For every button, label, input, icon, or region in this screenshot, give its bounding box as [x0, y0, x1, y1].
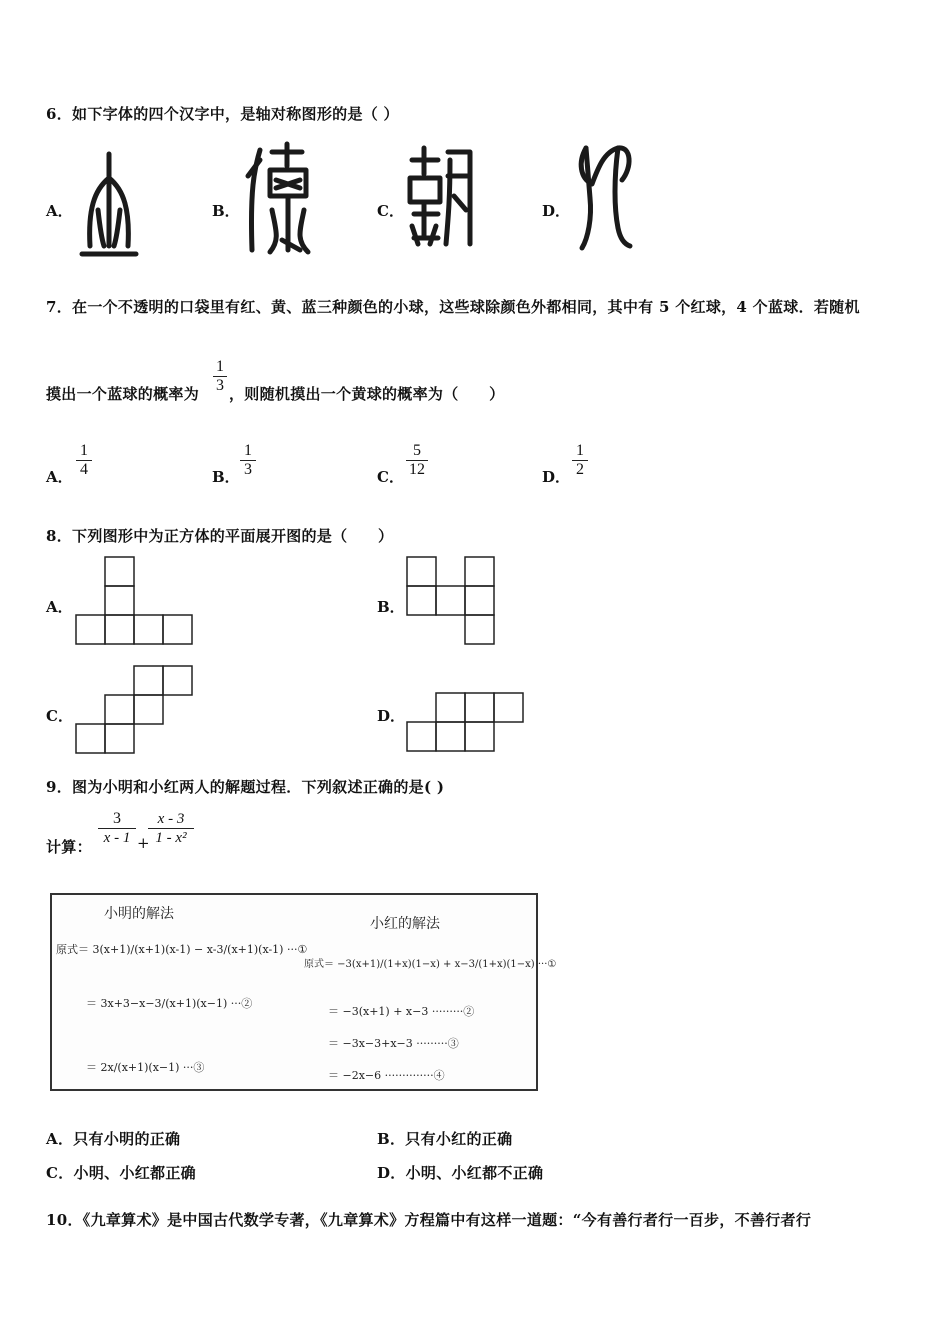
q9-solutions-figure	[50, 893, 557, 1091]
q7-option-a-fraction	[76, 442, 92, 479]
q9-option-a	[46, 1128, 180, 1149]
q9-calc-label: 计算：	[46, 838, 92, 856]
q9-stem: 9．图为小明和小红两人的解题过程．下列叙述正确的是( )	[46, 778, 445, 796]
q7-option-d-num: 1	[576, 442, 584, 459]
seal-glyph-c-icon	[404, 140, 476, 252]
q6-option-a-label: A．	[46, 202, 73, 220]
q7-stem-line2-pre: 摸出一个蓝球的概率为	[46, 385, 200, 403]
q9-option-d-text: 小明、小红都不正确	[405, 1164, 544, 1182]
q7-stem-frac-den: 3	[216, 377, 224, 394]
q7-stem-frac-num: 1	[216, 358, 224, 375]
q9-option-a-text: 只有小明的正确	[73, 1130, 181, 1148]
q6-option-d-label: D．	[542, 202, 571, 220]
q9-f2-den: 1 - x²	[155, 830, 187, 846]
q7-stem-line1: 7．在一个不透明的口袋里有红、黄、蓝三种颜色的小球，这些球除颜色外都相同，其中有 5 个红球，4 个蓝球．若随机	[46, 298, 860, 316]
q9-option-a-label: A．	[46, 1130, 74, 1148]
q7-option-c-fraction	[406, 442, 428, 479]
q9-option-c-text: 小明、小红都正确	[73, 1164, 196, 1182]
xiaohong-step-2: ＝ −3(x+1) + x−3 ·········②	[328, 1005, 475, 1018]
q8-option-b-label: B．	[377, 598, 405, 616]
cube-net-c-diagram	[74, 665, 194, 755]
xiaoming-solution-title: 小明的解法	[104, 906, 174, 922]
q9-option-c-label: C．	[46, 1164, 74, 1182]
seal-glyph-b-icon	[242, 140, 314, 260]
q9-option-b-text: 只有小红的正确	[405, 1130, 513, 1148]
cube-net-d-diagram	[405, 692, 527, 754]
xiaohong-step-3: ＝ −3x−3+x−3 ·········③	[328, 1037, 459, 1050]
q7-option-d-label: D．	[542, 468, 571, 486]
q7-stem-line2-post: ，则随机摸出一个黄球的概率为（ ）	[229, 385, 505, 403]
cube-net-a-diagram	[74, 556, 194, 646]
xiaohong-step-4: ＝ −2x−6 ··············④	[328, 1069, 445, 1082]
q10-book-title-2: 《九章算术》	[320, 1211, 405, 1229]
q10-number: 10．	[46, 1211, 83, 1229]
q9-fraction-1	[98, 810, 136, 847]
q9-f1-den: x - 1	[103, 830, 131, 846]
q9-f1-num: 3	[113, 810, 121, 827]
q10-stem	[46, 1209, 811, 1230]
q6-option-c-label: C．	[377, 202, 404, 220]
cube-net-b-diagram	[405, 556, 497, 646]
xiaoming-step-2: ＝ 3x+3−x−3/(x+1)(x−1) ···②	[86, 997, 253, 1010]
xiaoming-step-3: ＝ 2x/(x+1)(x−1) ···③	[86, 1061, 205, 1074]
q8-option-c-label: C．	[46, 707, 73, 725]
seal-glyph-d-icon	[574, 138, 636, 254]
q9-plus-sign: +	[137, 834, 150, 852]
q10-book-title-1: 《九章算术》	[82, 1211, 168, 1229]
q7-stem-fraction	[213, 358, 227, 395]
q9-option-c	[46, 1162, 196, 1183]
q6-option-b-label: B．	[212, 202, 240, 220]
xiaoming-step-1: 原式＝ 3(x+1)/(x+1)(x-1) − x-3/(x+1)(x-1) ···①	[56, 943, 308, 956]
xiaohong-step-1: 原式＝ −3(x+1)/(1+x)(1−x) + x−3/(1+x)(1−x) ···①	[304, 959, 557, 970]
q8-stem: 8．下列图形中为正方体的平面展开图的是（ ）	[46, 527, 394, 545]
q9-fraction-2	[148, 810, 194, 847]
q7-option-a-label: A．	[46, 468, 73, 486]
q10-text-1: 是中国古代数学专著，	[167, 1211, 321, 1229]
q7-option-a-num: 1	[80, 442, 88, 459]
q7-option-c-label: C．	[377, 468, 404, 486]
q10-text-2: 方程篇中有这样一道题：“今有善行者行一百步，不善行者行	[404, 1211, 812, 1229]
q7-option-a-den: 4	[80, 461, 88, 478]
q7-option-d-fraction	[572, 442, 588, 479]
q9-option-b-label: B．	[377, 1130, 406, 1148]
q7-option-b-num: 1	[244, 442, 252, 459]
q7-option-d-den: 2	[576, 461, 584, 478]
xiaohong-solution-title: 小红的解法	[370, 916, 440, 932]
q9-option-d-label: D．	[377, 1164, 406, 1182]
q8-option-d-label: D．	[377, 707, 406, 725]
q9-f2-num: x - 3	[157, 811, 185, 827]
q9-option-b	[377, 1128, 512, 1149]
q7-option-b-label: B．	[212, 468, 240, 486]
q7-option-b-fraction	[240, 442, 256, 479]
q7-option-c-num: 5	[413, 442, 421, 459]
q7-option-c-den: 12	[409, 461, 425, 478]
q6-stem: 6．如下字体的四个汉字中，是轴对称图形的是（ ）	[46, 105, 399, 123]
q9-option-d	[377, 1162, 543, 1183]
q8-option-a-label: A．	[46, 598, 73, 616]
seal-glyph-a-icon	[76, 150, 142, 260]
q7-option-b-den: 3	[244, 461, 252, 478]
